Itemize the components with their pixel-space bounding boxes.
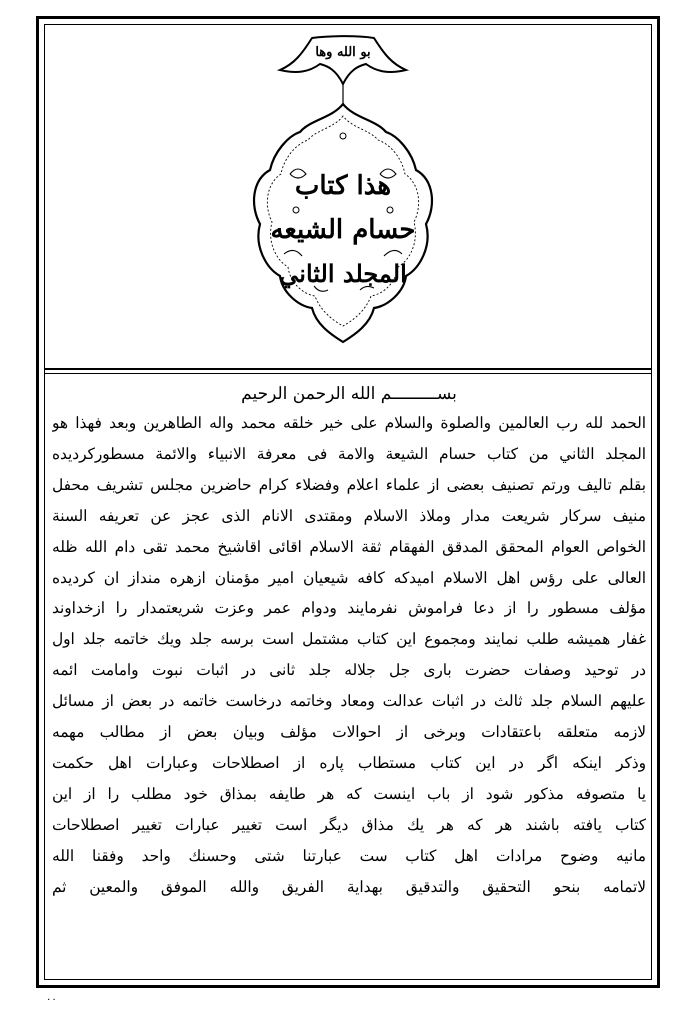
text-line: مانيه وضوح مرادات اهل كتاب ست عبارتنا شتى وحسنك واحد وفقنا الله bbox=[52, 846, 646, 865]
text-line: لازمه متعلقه باعتقادات وبرخى از احوالات مؤلف وبيان بعض از مطالب مهمه bbox=[52, 723, 646, 742]
title-line-3: المجلد الثاني bbox=[279, 259, 407, 288]
text-line: العالى على رؤس اهل الاسلام اميدكه كافه شيعيان امير مؤمنان ازهره منداز ان كرديده bbox=[52, 568, 646, 587]
page-mark: ٠٠ bbox=[46, 994, 57, 1005]
top-cartouche-text: بو الله وها bbox=[315, 45, 371, 60]
manuscript-text bbox=[52, 380, 646, 974]
text-line: يا متصوفه مذكور شود از باب اينست كه هر طايفه بمذاق خود مطلب را از اين bbox=[52, 784, 646, 803]
text-line: لاتمامه بنحو التحقيق والتدقيق بهداية الفريق والله الموفق والمعين ثم bbox=[52, 877, 646, 896]
section-divider-thin bbox=[44, 373, 652, 374]
ornament-illustration bbox=[44, 24, 652, 368]
bismillah: بســـــــــم الله الرحمن الرحيم bbox=[241, 384, 457, 404]
text-line: در توحيد وصفات حضرت بارى جل جلاله جلد ثانى در اثبات نبوت وامامت ائمه bbox=[52, 661, 646, 680]
title-line-2: حسام الشيعه bbox=[270, 215, 416, 245]
text-line: بقلم تاليف ورتم تصنيف بعضى از علماء اعلام وفضلاء كرام حاضرين مجلس تشريف محفل bbox=[52, 475, 646, 494]
title-line-1: هذا كتاب bbox=[294, 171, 392, 201]
title-panel bbox=[44, 24, 652, 368]
text-line: غفار هميشه طلب نمايند ومجموع اين كتاب مشتمل است برسه جلد ويك خاتمه جلد اول bbox=[52, 630, 646, 649]
text-line: الخواص العوام المحقق المدقق الفهقام ثقة الاسلام اقائى اقاشيخ محمد تقى دام الله ظله bbox=[52, 537, 646, 556]
text-line: كتاب يافته باشند هر كه هر يك مذاق ديگر است تغيير عبارات تغيير اصطلاحات bbox=[52, 815, 646, 834]
text-line: عليهم السلام جلد ثالث در اثبات عدالت ومعاد وخاتمه درخاست خاتمه در بعض از مسائل bbox=[52, 692, 646, 711]
title-medallion bbox=[254, 104, 432, 342]
text-line: المجلد الثاني من كتاب حسام الشيعة والامة فى معرفة الانبياء والائمة مسطوركرديده bbox=[52, 444, 646, 463]
text-line: وذكر اينكه اگر در اين كتاب مستطاب پاره از اصطلاحات وعبارات اهل حكمت bbox=[52, 753, 646, 772]
text-line: مؤلف مسطور را از دعا فراموش نفرمايند ودوام عمر وعزت شريعتمدار را ازخداوند bbox=[52, 599, 646, 618]
text-line: منيف سركار شريعت مدار وملاذ الاسلام ومقتدى الانام الذى عجز عن تعريفه السنة bbox=[52, 506, 646, 525]
top-cartouche bbox=[280, 36, 406, 84]
section-divider bbox=[44, 368, 652, 370]
text-line: الحمد لله رب العالمين والصلوة والسلام على خير خلقه محمد واله الطاهرين وبعد فهذا هو bbox=[52, 414, 646, 432]
